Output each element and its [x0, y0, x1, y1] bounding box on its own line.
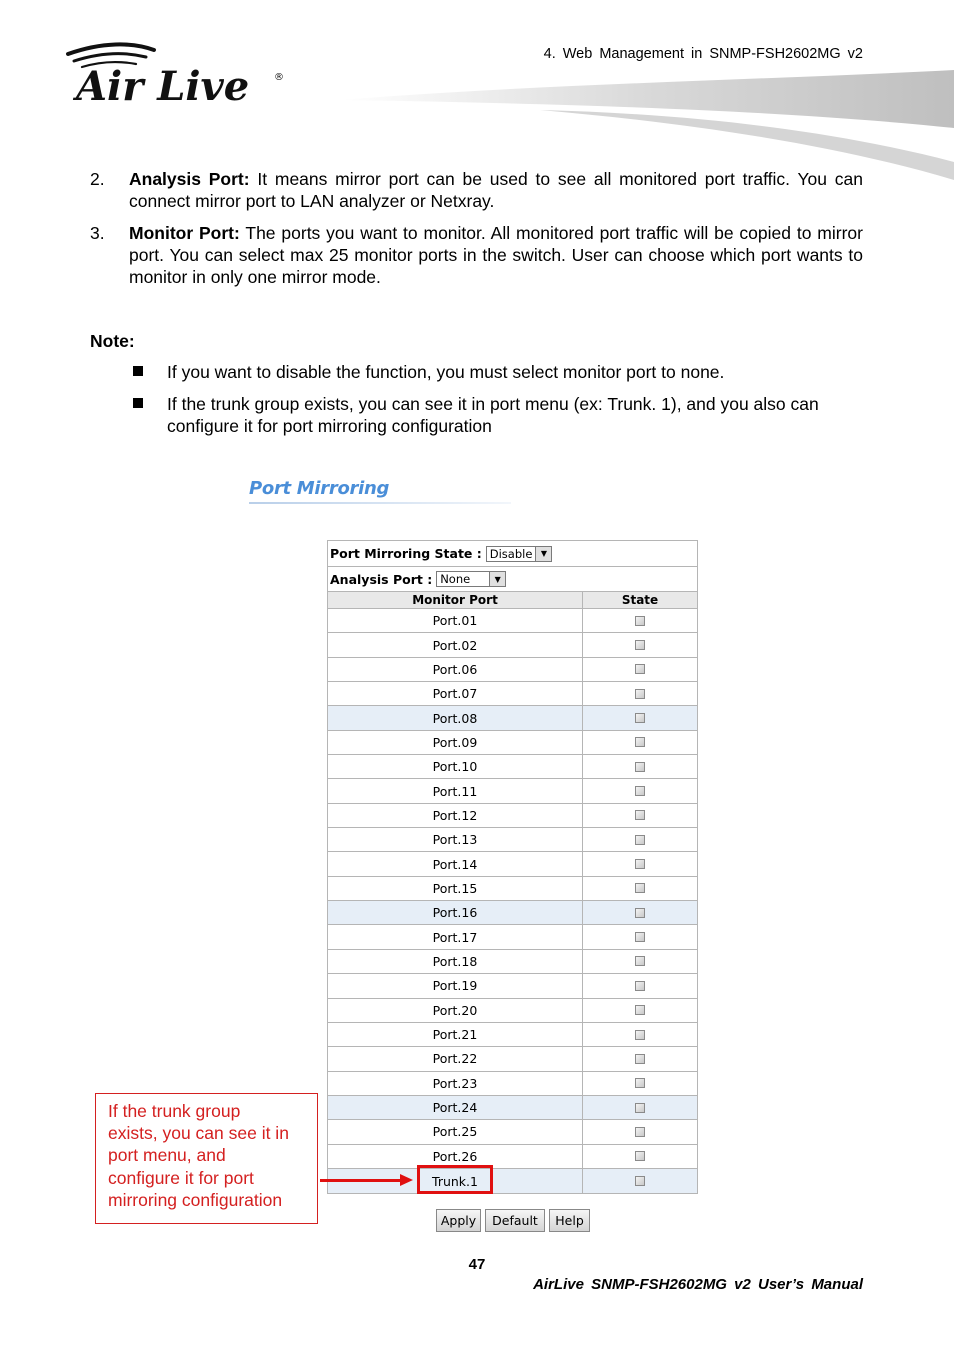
trunk-highlight-box — [417, 1165, 493, 1194]
state-checkbox[interactable] — [635, 1176, 645, 1186]
port-name: Port.11 — [328, 779, 583, 802]
state-checkbox[interactable] — [635, 932, 645, 942]
state-cell — [583, 828, 697, 851]
table-row — [328, 755, 697, 779]
analysis-port-description — [129, 168, 863, 212]
port-name: Port.16 — [328, 901, 583, 924]
trunk-callout — [95, 1093, 318, 1224]
col-state: State — [621, 593, 659, 607]
state-cell — [583, 852, 697, 875]
callout-line: mirroring configuration — [108, 1189, 283, 1210]
port-name: Port.12 — [328, 804, 583, 827]
header-swoosh — [340, 62, 954, 180]
state-cell — [583, 999, 697, 1022]
item-number: 2. — [90, 169, 105, 189]
port-name: Port.24 — [328, 1096, 583, 1119]
state-checkbox[interactable] — [635, 640, 645, 650]
state-checkbox[interactable] — [635, 616, 645, 626]
state-checkbox[interactable] — [635, 689, 645, 699]
state-checkbox[interactable] — [635, 835, 645, 845]
table-row — [328, 804, 697, 828]
mirroring-state-value: Disable — [489, 546, 533, 561]
port-name: Port.21 — [328, 1023, 583, 1046]
table-row — [328, 1145, 697, 1169]
port-name: Port.01 — [328, 609, 583, 632]
port-name: Trunk.1 — [328, 1169, 583, 1193]
state-checkbox[interactable] — [635, 956, 645, 966]
table-row — [328, 682, 697, 706]
registered-mark: ® — [274, 72, 284, 83]
port-name: Port.25 — [328, 1120, 583, 1143]
table-row — [328, 877, 697, 901]
analysis-port-label: Analysis Port : — [330, 571, 433, 587]
port-name: Port.15 — [328, 877, 583, 900]
table-row — [328, 1120, 697, 1144]
state-checkbox[interactable] — [635, 883, 645, 893]
state-cell — [583, 1145, 697, 1168]
manual-title: AirLive SNMP-FSH2602MG v2 User’s Manual — [533, 1276, 863, 1293]
port-name: Port.13 — [328, 828, 583, 851]
state-cell — [583, 877, 697, 900]
table-row — [328, 1096, 697, 1120]
state-checkbox[interactable] — [635, 859, 645, 869]
state-cell — [583, 974, 697, 997]
callout-line: port menu, and — [108, 1145, 226, 1166]
analysis-port-select[interactable] — [436, 571, 506, 587]
state-checkbox[interactable] — [635, 786, 645, 796]
bullet-square-icon — [133, 398, 143, 408]
state-cell — [583, 950, 697, 973]
callout-arrow-icon — [400, 1174, 413, 1186]
table-row — [328, 999, 697, 1023]
state-checkbox[interactable] — [635, 664, 645, 674]
state-checkbox[interactable] — [635, 1078, 645, 1088]
airlive-logo — [62, 40, 292, 106]
state-cell — [583, 706, 697, 729]
logo-text: Air Live — [76, 63, 250, 106]
port-name: Port.14 — [328, 852, 583, 875]
callout-line: configure it for port — [108, 1167, 254, 1188]
note-bullet: If you want to disable the function, you must select monitor port to none. — [167, 362, 725, 382]
table-row — [328, 1072, 697, 1096]
state-cell — [583, 1120, 697, 1143]
table-row — [328, 633, 697, 657]
state-checkbox[interactable] — [635, 1030, 645, 1040]
term-title: Monitor Port: — [129, 223, 240, 243]
default-button[interactable]: Default — [485, 1209, 545, 1232]
port-name: Port.02 — [328, 633, 583, 656]
mirroring-state-label: Port Mirroring State : — [330, 546, 482, 561]
note-label: Note: — [90, 331, 135, 351]
table-header — [328, 592, 697, 609]
state-cell — [583, 1096, 697, 1119]
table-row — [328, 779, 697, 803]
note-bullet: If the trunk group exists, you can see it in port menu (ex: Trunk. 1), and you also can configure it for port mirroring configuration — [167, 394, 819, 436]
item-number: 3. — [90, 223, 105, 243]
state-cell — [583, 1023, 697, 1046]
port-name: Port.10 — [328, 755, 583, 778]
state-checkbox[interactable] — [635, 810, 645, 820]
state-checkbox[interactable] — [635, 713, 645, 723]
state-checkbox[interactable] — [635, 1054, 645, 1064]
state-checkbox[interactable] — [635, 908, 645, 918]
table-row — [328, 828, 697, 852]
table-row — [328, 1047, 697, 1071]
callout-line: If the trunk group — [108, 1101, 241, 1121]
term-title: Analysis Port: — [129, 169, 250, 189]
port-name: Port.26 — [328, 1145, 583, 1168]
apply-button[interactable]: Apply — [436, 1209, 481, 1232]
state-cell — [583, 1047, 697, 1070]
port-name: Port.08 — [328, 706, 583, 729]
state-cell — [583, 901, 697, 924]
state-checkbox[interactable] — [635, 981, 645, 991]
state-cell — [583, 633, 697, 656]
state-cell — [583, 779, 697, 802]
state-checkbox[interactable] — [635, 1005, 645, 1015]
table-row — [328, 925, 697, 949]
state-cell — [583, 804, 697, 827]
table-row — [328, 658, 697, 682]
table-row — [328, 609, 697, 633]
table-row — [328, 1023, 697, 1047]
table-row — [328, 950, 697, 974]
page-number: 47 — [468, 1256, 486, 1273]
dropdown-arrow-icon: ▼ — [489, 572, 505, 586]
port-name: Port.20 — [328, 999, 583, 1022]
analysis-port-value: None — [440, 572, 471, 586]
port-mirroring-table — [327, 540, 698, 1194]
term-text: The ports you want to monitor. All monitored port traffic will be copied to mirror port. You can select max 25 monitor ports in the switch. User can choose which port wants to monitor in only one mirror mode. — [129, 223, 863, 287]
term-text: It means mirror port can be used to see all monitored port traffic. You can connect mirror port to LAN analyzer or Netxray. — [129, 169, 863, 211]
state-checkbox[interactable] — [635, 1151, 645, 1161]
help-button[interactable]: Help — [549, 1209, 590, 1232]
state-checkbox[interactable] — [635, 1103, 645, 1113]
port-name: Port.07 — [328, 682, 583, 705]
state-cell — [583, 658, 697, 681]
port-name: Port.23 — [328, 1072, 583, 1095]
port-name: Port.18 — [328, 950, 583, 973]
title-underline — [249, 502, 511, 504]
state-cell — [583, 755, 697, 778]
bullet-square-icon — [133, 366, 143, 376]
analysis-port-row — [328, 567, 697, 592]
state-cell — [583, 925, 697, 948]
port-name: Port.09 — [328, 731, 583, 754]
col-monitor-port: Monitor Port — [328, 592, 583, 608]
monitor-port-description — [129, 222, 863, 288]
state-checkbox[interactable] — [635, 762, 645, 772]
state-cell — [583, 731, 697, 754]
callout-line: exists, you can see it in — [108, 1123, 289, 1144]
port-mirroring-title: Port Mirroring — [249, 478, 390, 499]
table-row — [328, 901, 697, 925]
table-row — [328, 731, 697, 755]
state-checkbox[interactable] — [635, 1127, 645, 1137]
state-cell — [583, 682, 697, 705]
port-name: Port.22 — [328, 1047, 583, 1070]
chapter-header: 4. Web Management in SNMP-FSH2602MG v2 — [543, 46, 863, 62]
state-checkbox[interactable] — [635, 737, 645, 747]
port-name: Port.06 — [328, 658, 583, 681]
mirroring-state-select[interactable] — [486, 546, 553, 562]
callout-arrow-line — [320, 1179, 402, 1182]
state-cell — [583, 609, 697, 632]
dropdown-arrow-icon: ▼ — [535, 547, 551, 561]
table-row — [328, 852, 697, 876]
port-name: Port.17 — [328, 925, 583, 948]
mirroring-state-row — [328, 541, 697, 567]
state-cell — [583, 1072, 697, 1095]
port-name: Port.19 — [328, 974, 583, 997]
state-cell — [583, 1169, 697, 1193]
port-rows — [328, 609, 697, 1193]
table-row — [328, 706, 697, 730]
table-row — [328, 974, 697, 998]
